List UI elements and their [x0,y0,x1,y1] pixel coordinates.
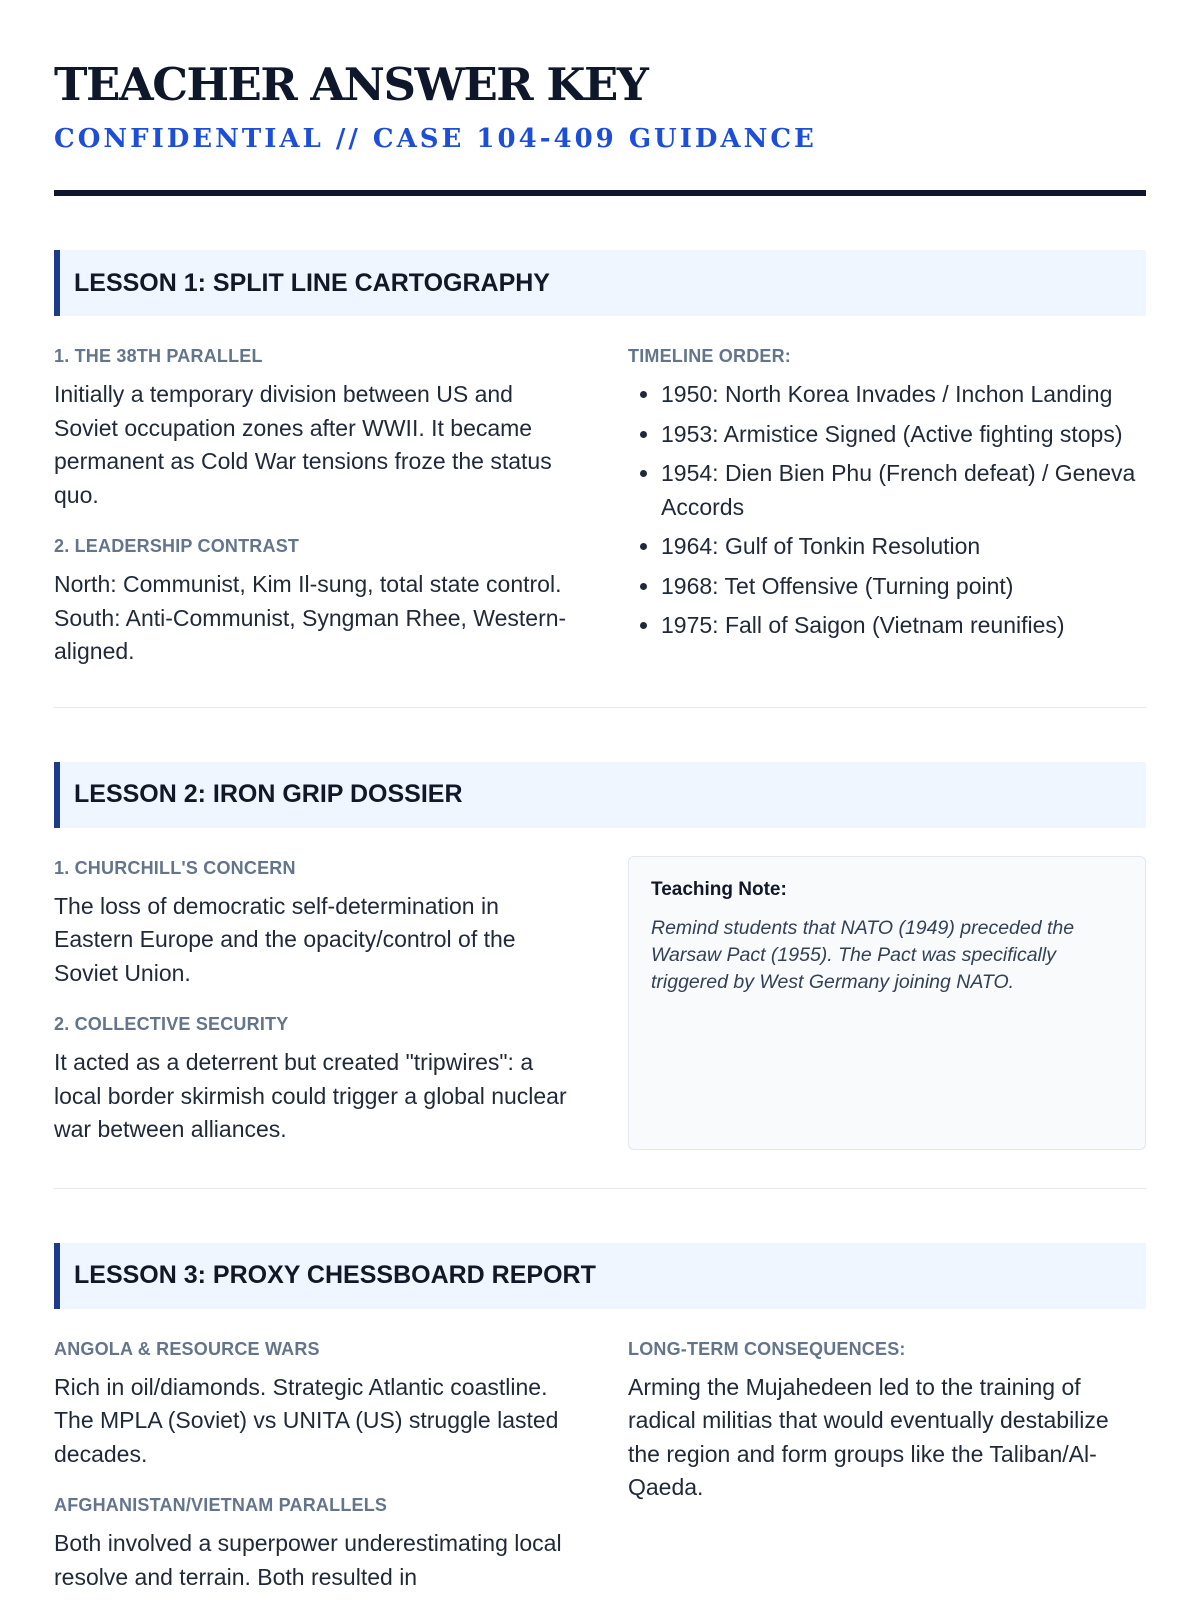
lesson-3-question-1 [54,1337,572,1472]
timeline-item: • 1950: North Korea Invades / Inchon Landing [661,378,1146,412]
timeline-item: • 1964: Gulf of Tonkin Resolution [661,530,1146,564]
timeline-item: • 1968: Tet Offensive (Turning point) [661,570,1146,604]
question-label: 1. THE 38TH PARALLEL [54,346,263,366]
timeline-item: • 1953: Armistice Signed (Active fighting stops) [661,418,1146,452]
lesson-2-right-column [628,856,1146,1150]
lesson-1-body [54,344,1146,669]
answer-text: The loss of democratic self-determination in Eastern Europe and the opacity/control of the Soviet Union. [54,892,516,986]
lesson-2-left-column [54,856,572,1150]
timeline-list [628,378,1146,643]
answer-text: Rich in oil/diamonds. Strategic Atlantic coastline. The MPLA (Soviet) vs UNITA (US) struggle lasted decades. [54,1373,559,1467]
answer-text: Both involved a superpower underestimating local resolve and terrain. Both resulted in [54,1530,562,1590]
question-label: 1. CHURCHILL'S CONCERN [54,857,296,878]
question-label: 2. LEADERSHIP CONTRAST [54,536,300,556]
lesson-1-question-1 [54,344,572,512]
timeline-item: • 1975: Fall of Saigon (Vietnam reunifies) [661,609,1146,643]
timeline-label: TIMELINE ORDER: [628,346,791,366]
question-label: AFGHANISTAN/VIETNAM PARALLELS [54,1495,388,1515]
lesson-3-question-2 [54,1493,572,1594]
lesson-2-body [54,856,1146,1150]
lesson-1-question-2 [54,534,572,669]
teaching-note-title: Teaching Note: [651,878,787,900]
header-rule [54,190,1146,196]
teaching-note [628,856,1146,1150]
answer-text: Initially a temporary division between US and Soviet occupation zones after WWII. It became permanent as Cold War tensions froze the status quo. [54,381,552,508]
page-subtitle: CONFIDENTIAL // CASE 104-409 GUIDANCE [54,124,817,154]
lesson-3-body [54,1337,1146,1595]
answer-text: North: Communist, Kim Il-sung, total state control. South: Anti-Communist, Syngman Rhee, Western-aligned. [54,571,567,664]
question-label: LONG-TERM CONSEQUENCES: [628,1338,906,1359]
lesson-3-heading: LESSON 3: PROXY CHESSBOARD REPORT [54,1243,1146,1309]
section-divider [54,1188,1146,1189]
answer-text: It acted as a deterrent but created "tripwires": a local border skirmish could trigger a global nuclear war between alliances. [54,1049,567,1142]
question-label: ANGOLA & RESOURCE WARS [54,1338,320,1359]
lesson-1-left-column [54,344,572,669]
lesson-3-right-column [628,1337,1146,1595]
teaching-note-text: Remind students that NATO (1949) preceded the Warsaw Pact (1955). The Pact was specifically triggered by West Germany joining NATO. [651,916,1075,993]
lesson-2-heading: LESSON 2: IRON GRIP DOSSIER [54,762,1146,828]
lesson-3-question-3 [628,1337,1146,1505]
section-divider [54,707,1146,708]
answer-text: Arming the Mujahedeen led to the training of radical militias that would eventually destabilize the region and form groups like the Taliban/Al-Qaeda. [628,1373,1109,1500]
lesson-3-left-column [54,1337,572,1595]
lesson-2-question-1 [54,856,572,991]
lesson-2-question-2 [54,1012,572,1147]
lesson-1-right-column [628,344,1146,669]
timeline-item: • 1954: Dien Bien Phu (French defeat) / Geneva Accords [661,457,1146,524]
page-title: TEACHER ANSWER KEY [54,58,648,111]
question-label: 2. COLLECTIVE SECURITY [54,1014,289,1034]
lesson-1-heading: LESSON 1: SPLIT LINE CARTOGRAPHY [54,250,1146,316]
